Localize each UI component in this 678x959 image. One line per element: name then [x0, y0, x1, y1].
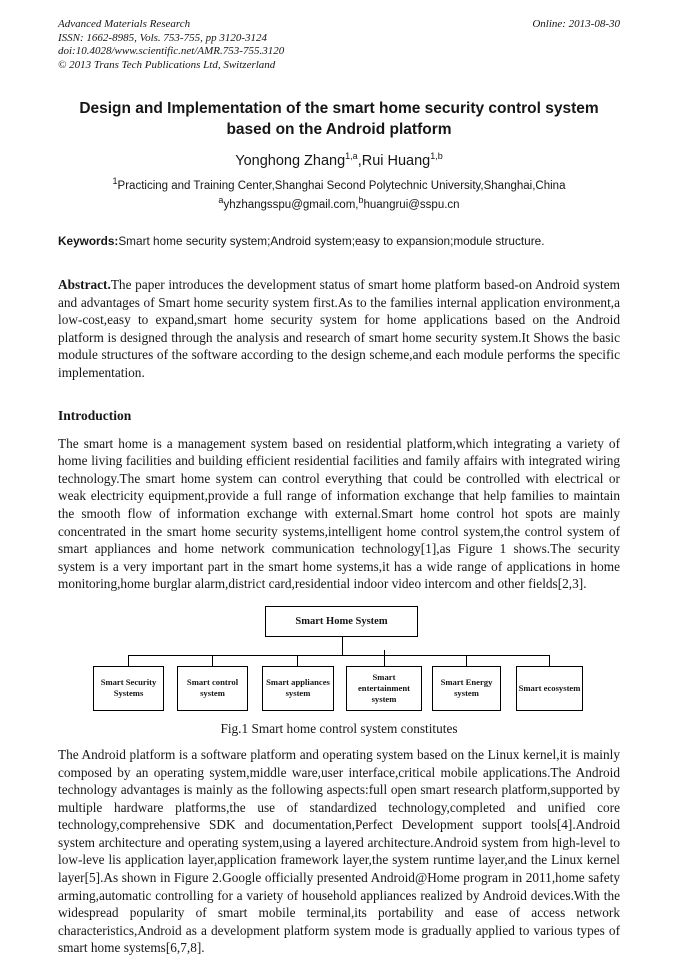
abstract-label: Abstract. [58, 277, 111, 292]
figure1-caption: Fig.1 Smart home control system constitutes [220, 720, 458, 736]
abstract-text: The paper introduces the development status of smart home platform based-on Android system and advantages of Smart home security system first.As to the families internal application environment,a low-cost,easy to expand,smart home security system for home applications based on the Android platform is designed through the analysis and research of smart home security system.It Shows the basic module structures of the software according to the design scheme,and each module performs the specific implementation. [58, 277, 620, 380]
copyright-line: © 2013 Trans Tech Publications Ltd, Switzerland [58, 58, 276, 71]
figure1-root-box: Smart Home System [265, 606, 418, 637]
keywords-line [58, 234, 620, 249]
journal-name: Advanced Materials Research [58, 18, 191, 30]
connector-stub-line [212, 655, 213, 666]
figure1-diagram [58, 606, 620, 712]
author-1-superscript: 1,a [345, 151, 358, 162]
email-a: yhzhangsspu@gmail.com, [223, 199, 359, 211]
connector-stub-line [128, 655, 129, 666]
doi-line: doi:10.4028/www.scientific.net/AMR.753-755.3120 [58, 45, 285, 57]
connector-horizontal-line [128, 655, 550, 656]
figure1-child-box-appliances: Smart appliances system [262, 666, 334, 711]
journal-meta-block [58, 18, 620, 72]
author-1-name: Yonghong Zhang [235, 153, 346, 169]
author-2-name: Rui Huang [361, 153, 431, 169]
connector-stub-line [549, 655, 550, 666]
connector-stem-line [342, 637, 343, 656]
author-2-superscript: 1,b [430, 151, 443, 162]
keywords-label: Keywords: [58, 234, 119, 248]
introduction-paragraph-1: The smart home is a management system based on residential platform,which integrating a variety of home living facilities and building efficient residential facilities and family affairs with integrated wiring technology.The smart home system can control everything that could be controlled with electrical or weak electricity equipment,provide a full range of information exchange that help families to maintain the smooth flow of information exchange with external.Smart home control hot spots are mainly concentrated in the smart home security systems,intelligent home control system,the control system of smart appliances and home network communication technology[1],as Figure 1 shows.The security system is a very important part in the smart home systems,it has a wide range of applications in home monitoring,home burglar alarm,district card,residential indoor video intercom and other fields[2,3]. [58, 435, 620, 592]
paper-title: Design and Implementation of the smart home security control system based on the Android platform [79, 100, 599, 138]
connector-stub-line [297, 655, 298, 666]
email-b-superscript: b [358, 195, 364, 206]
emails-line [58, 195, 620, 211]
email-a-superscript: a [218, 195, 224, 206]
abstract-paragraph [58, 276, 620, 382]
figure1-child-box-control: Smart control system [177, 666, 248, 711]
section-heading-introduction: Introduction [58, 407, 132, 423]
email-b: huangrui@sspu.cn [363, 199, 460, 211]
affiliation-superscript: 1 [112, 176, 118, 187]
figure1-child-box-energy: Smart Energy system [432, 666, 501, 711]
figure1-child-box-security: Smart Security Systems [93, 666, 164, 711]
authors-line [58, 153, 620, 169]
affiliation-line [58, 176, 620, 192]
introduction-paragraph-2: The Android platform is a software platform and operating system based on the Linux kernel,it is mainly composed by an operating system,middle ware,user interface,critical mobile applications.The Android technology advantages is mainly as the following aspects:full open smart research platform,supported by multiple hardware platforms,the use of standardized technology,completed and unified core technology,comprehensive SDK and documentation,Perfect Development support tools[4].Android system architecture and operating system,using a layered architecture.Android system from high-level to low-leve lis application layer,application framework layer,the system runtime layer,and the Linux kernel layer[5].As shown in Figure 2.Google officially presented Android@Home program in 2011,home safety arming,automatic controlling for a variety of household appliances realized by Android devices.With the widespread popularity of smart mobile terminal,its portability and ease of access network characteristics,Android as a development platform system mode is gradually applied to various types of smart home systems[6,7,8]. [58, 746, 620, 956]
connector-stub-line [384, 650, 385, 666]
figure1-child-box-ecosystem: Smart ecosystem [516, 666, 583, 711]
keywords-text: Smart home security system;Android system;easy to expansion;module structure. [118, 234, 545, 248]
online-date: Online: 2013-08-30 [532, 18, 620, 30]
figure1-child-box-entertainment: Smart entertainment system [346, 666, 422, 711]
authors-separator: , [357, 153, 362, 169]
affiliation-text: Practicing and Training Center,Shanghai Second Polytechnic University,Shanghai,China [117, 180, 566, 192]
connector-stub-line [466, 655, 467, 666]
issn-line: ISSN: 1662-8985, Vols. 753-755, pp 3120-3124 [58, 31, 267, 44]
